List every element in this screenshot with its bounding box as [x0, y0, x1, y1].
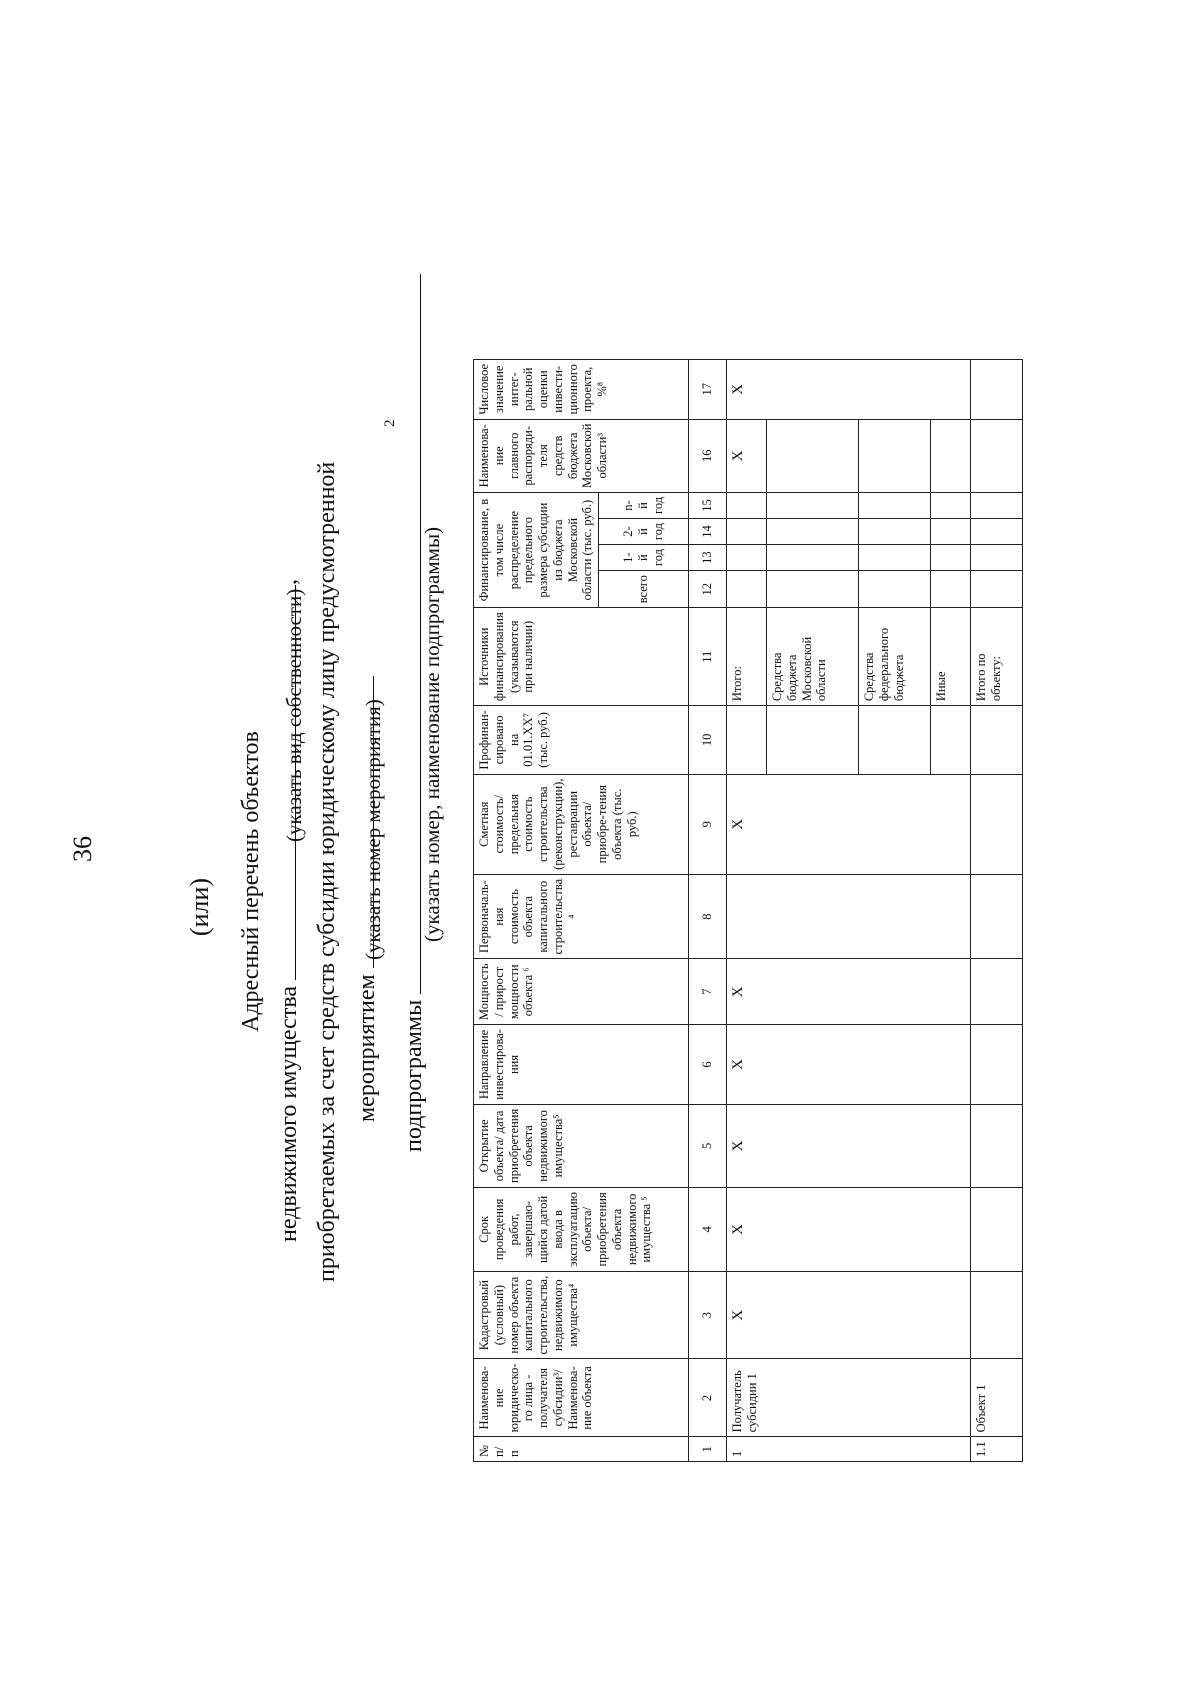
cell	[971, 959, 1023, 1025]
cell	[931, 519, 971, 545]
row1-source-total: Итого:	[727, 608, 767, 706]
cell	[971, 1187, 1023, 1271]
colnum-15: 15	[689, 492, 727, 518]
colnum-11: 11	[689, 608, 727, 706]
cell	[931, 545, 971, 571]
row1-initial-cost	[727, 874, 971, 959]
header-year-1: 1-й год	[599, 545, 689, 571]
header-initial-cost: Первоначаль-ная стоимость объекта капитального строительства ⁴	[474, 874, 689, 959]
table-header-row	[474, 359, 599, 1461]
row1-source-other: Иные	[931, 608, 971, 706]
or-label: (или)	[185, 877, 214, 937]
cell	[971, 706, 1023, 774]
row11-num: 1.1	[971, 1437, 1023, 1462]
header-capacity: Мощность / прирост мощности объекта ⁶	[474, 959, 689, 1025]
cell	[971, 545, 1023, 571]
cell	[971, 519, 1023, 545]
subprogram-blank	[398, 274, 421, 994]
cell	[859, 706, 931, 774]
heading-line-subsidy: приобретаемых за счет средств субсидии юридическому лицу предусмотренной	[314, 461, 340, 1282]
cell	[767, 545, 859, 571]
header-total: всего	[599, 571, 689, 608]
cell	[859, 545, 931, 571]
cell	[727, 492, 767, 518]
rotated-landscape-page	[0, 97, 1200, 1697]
header-integral-score: Числовое значение интег-ральной оценки инвести-ционного проекта, %⁸	[474, 359, 689, 419]
colnum-8: 8	[689, 874, 727, 959]
heading-line-event-text: мероприятием	[354, 974, 380, 1122]
colnum-5: 5	[689, 1104, 727, 1187]
cell	[971, 1025, 1023, 1105]
event-number-caption: (указать номер мероприятия)	[361, 699, 385, 960]
cell	[727, 519, 767, 545]
colnum-14: 14	[689, 519, 727, 545]
header-financing-group: Финансирование, в том числе распределение предельного размера субсидии из бюджета Московской области (тыс. руб.)	[474, 492, 599, 607]
heading-line-property-comma: ,	[276, 579, 302, 585]
colnum-9: 9	[689, 774, 727, 874]
cell	[767, 519, 859, 545]
colnum-10: 10	[689, 706, 727, 774]
row1-source-regional: Средства бюджета Московской области	[767, 608, 859, 706]
row1-source-federal: Средства федерального бюджета	[859, 608, 931, 706]
colnum-3: 3	[689, 1271, 727, 1359]
colnum-6: 6	[689, 1025, 727, 1105]
cell	[971, 419, 1023, 492]
cell	[727, 571, 767, 608]
colnum-17: 17	[689, 359, 727, 419]
row11-object: Объект 1	[971, 1359, 1023, 1437]
row1-recipient: Получатель субсидии 1	[727, 1359, 971, 1437]
address-list-table	[473, 359, 1023, 1462]
cell	[971, 1271, 1023, 1359]
subprogram-caption: (указать номер, наименование подпрограммы)	[420, 526, 444, 942]
subprogram-footnote-mark: 2	[382, 419, 398, 427]
heading-line-property-text: недвижимого имущества	[276, 986, 302, 1242]
cell	[859, 571, 931, 608]
colnum-4: 4	[689, 1187, 727, 1271]
column-number-row	[689, 359, 727, 1461]
header-estimated-cost: Сметная стоимость/ предельная стоимость строительства (реконструкции), реставрации объекта/приобре-тения объекта (тыс. руб.)	[474, 774, 689, 874]
heading-line-subprogram-text: подпрограммы	[401, 999, 427, 1152]
cell	[931, 492, 971, 518]
cell	[971, 359, 1023, 419]
cell	[727, 545, 767, 571]
cell	[971, 492, 1023, 518]
colnum-16: 16	[689, 419, 727, 492]
colnum-12: 12	[689, 571, 727, 608]
row1-x-7: X	[727, 959, 971, 1025]
colnum-1: 1	[689, 1437, 727, 1462]
header-sources: Источники финансирования (указываются при наличии)	[474, 608, 689, 706]
header-financed: Профинан-сировано на 01.01.XX⁷ (тыс. руб.)	[474, 706, 689, 774]
colnum-7: 7	[689, 959, 727, 1025]
colnum-13: 13	[689, 545, 727, 571]
row1-x-3: X	[727, 1271, 971, 1359]
cell	[971, 1104, 1023, 1187]
row1-financed-total	[727, 706, 767, 774]
header-year-n: n-й год	[599, 492, 689, 518]
row1-x-17: X	[727, 359, 971, 419]
table-row	[727, 359, 767, 1461]
cell	[767, 706, 859, 774]
row1-x-6: X	[727, 1025, 971, 1105]
cell	[859, 519, 931, 545]
row1-num: 1	[727, 1437, 971, 1462]
row1-x-5: X	[727, 1104, 971, 1187]
row1-x-4: X	[727, 1187, 971, 1271]
document-title: Адресный перечень объектов	[238, 731, 264, 1032]
cell	[767, 419, 859, 492]
header-administrator: Наименова-ние главного распоряди-теля средств бюджета Московской области³	[474, 419, 689, 492]
cell	[767, 571, 859, 608]
ownership-type-caption: (указать вид собственности)	[282, 588, 306, 842]
cell	[971, 874, 1023, 959]
cell	[931, 419, 971, 492]
cell	[971, 571, 1023, 608]
header-name: Наименова-ние юридическо-го лица - получателя субсидии³/ Наименова-ние объекта	[474, 1359, 689, 1437]
cell	[767, 492, 859, 518]
cell	[859, 492, 931, 518]
row1-x-16: X	[727, 419, 767, 492]
page-number: 36	[68, 836, 97, 862]
header-work-period: Срок проведения работ, завершаю-щийся датой ввода в эксплуатацию объекта/ приобретения объекта недвижимого имущества ⁵	[474, 1187, 689, 1271]
header-opening-date: Открытие объекта/ дата приобретения объекта недвижимого имущества⁵	[474, 1104, 689, 1187]
cell	[931, 571, 971, 608]
cell	[971, 774, 1023, 874]
header-year-2: 2-й год	[599, 519, 689, 545]
colnum-2: 2	[689, 1359, 727, 1437]
cell	[931, 706, 971, 774]
cell	[859, 419, 931, 492]
header-num: № п/п	[474, 1437, 689, 1462]
header-cadastral: Кадастровый (условный) номер объекта капитального строительства, недвижимого имущества⁴	[474, 1271, 689, 1359]
row1-x-9: X	[727, 774, 971, 874]
row11-source-total: Итого по объекту:	[971, 608, 1023, 706]
header-investment-direction: Направление инвестирова-ния	[474, 1025, 689, 1105]
table-row	[971, 359, 1023, 1461]
